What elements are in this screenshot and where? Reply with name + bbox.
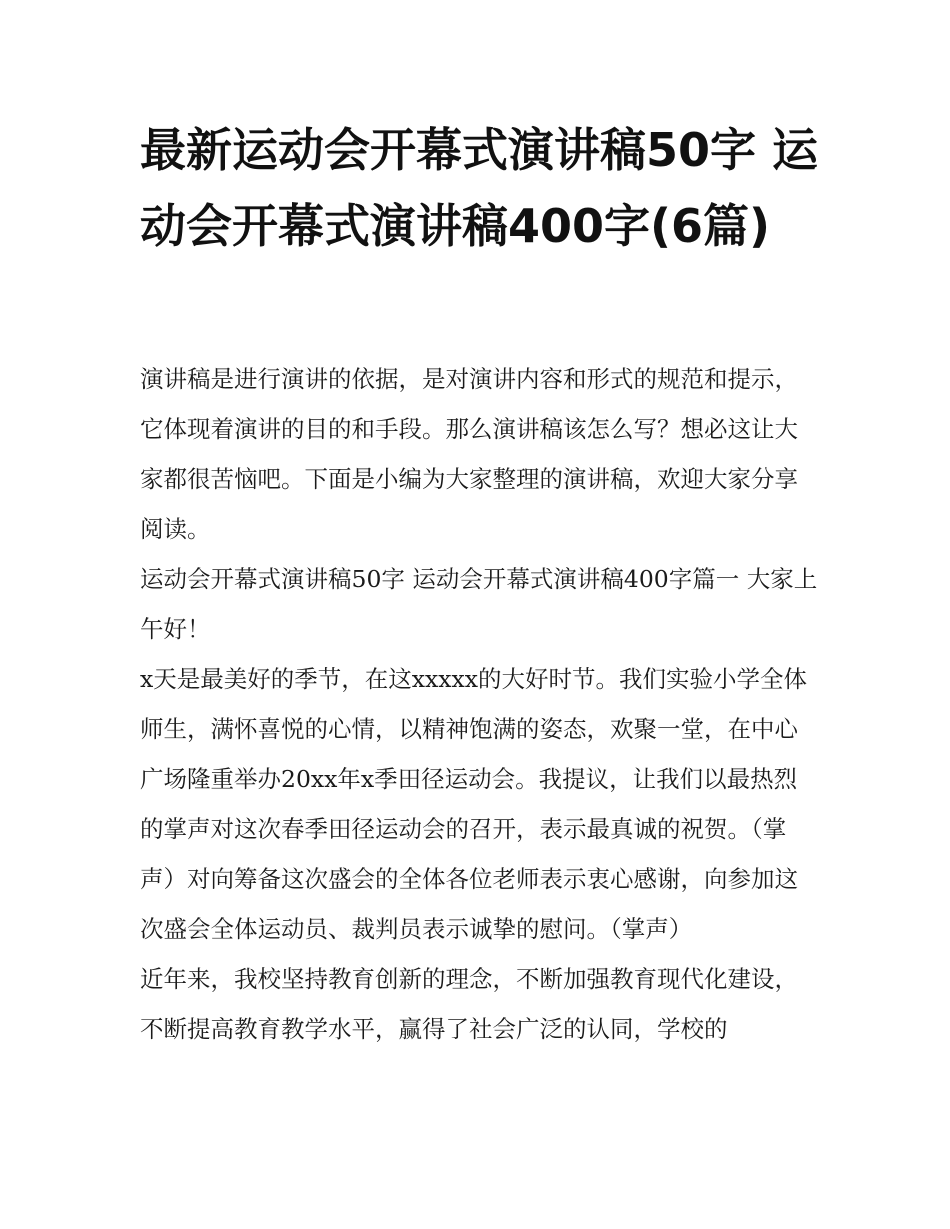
document-title: 最新运动会开幕式演讲稿50字 运动会开幕式演讲稿400字(6篇) bbox=[140, 123, 819, 253]
document-body bbox=[140, 354, 820, 1054]
paragraph-opening: x天是最美好的季节，在这xxxxx的大好时节。我们实验小学全体师生，满怀喜悦的心情，以精神饱满的姿态，欢聚一堂，在中心广场隆重举办20xx年x季田径运动会。我提议，让我们以最热烈的掌声对这次春季田径运动会的召开，表示最真诚的祝贺。（掌声）对向筹备这次盛会的全体各位老师表示衷心感谢，向参加这次盛会全体运动员、裁判员表示诚挚的慰问。（掌声） bbox=[140, 665, 808, 943]
paragraph-recent-years: 近年来，我校坚持教育创新的理念，不断加强教育现代化建设，不断提高教育教学水平，赢得了社会广泛的认同，学校的 bbox=[140, 965, 798, 1043]
paragraph-intro: 演讲稿是进行演讲的依据，是对演讲内容和形式的规范和提示，它体现着演讲的目的和手段。那么演讲稿该怎么写？想必这让大家都很苦恼吧。下面是小编为大家整理的演讲稿，欢迎大家分享阅读。 bbox=[140, 365, 798, 543]
paragraph-section-heading: 运动会开幕式演讲稿50字 运动会开幕式演讲稿400字篇一 大家上午好！ bbox=[140, 565, 818, 643]
